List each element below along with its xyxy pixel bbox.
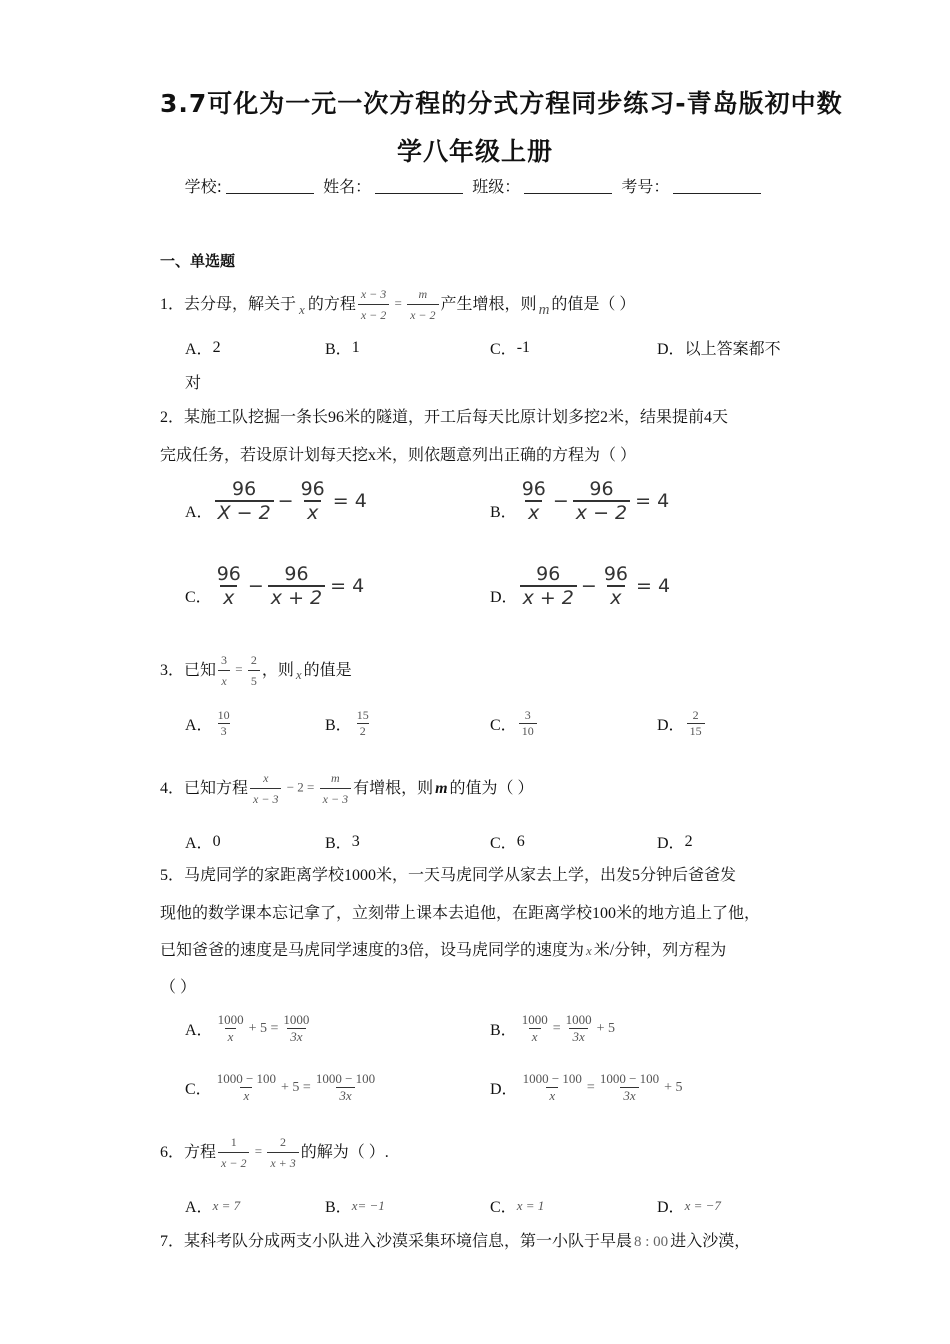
- name-label: 姓名：: [323, 177, 372, 196]
- q1-option-b[interactable]: B． 1: [325, 338, 360, 358]
- q1-text4: 的值是（ ）: [551, 295, 636, 313]
- q3-option-a[interactable]: A． $\frac{10}{3}$: [185, 708, 230, 738]
- student-info-fields: [0, 174, 950, 197]
- q3-option-d[interactable]: D． $\frac{2}{15}$: [657, 708, 707, 739]
- q1-option-a[interactable]: A． 2: [185, 338, 221, 358]
- question-5-line1: 5．马虎同学的家距离学校1000米，一天马虎同学从家去上学，出发5分钟后爸爸发: [160, 867, 737, 884]
- question-7: 7．某科考队分成两支小队进入沙漠采集环境信息，第一小队于早晨 8 : 00 进入沙漠，: [160, 1233, 751, 1250]
- question-5-line3: 已知爸爸的速度是马虎同学速度的3倍，设马虎同学的速度为 x 米/分钟，列方程为: [160, 942, 727, 959]
- q5-option-a[interactable]: A． $\frac{1000}{x}$ + 5 = $\frac{1000}{3x}$: [185, 1012, 310, 1044]
- q4-fraction-2: $\frac{m}{x - 3}$: [320, 768, 351, 809]
- section-heading: 一、单选题: [160, 252, 236, 270]
- q6-option-d[interactable]: D． x = −7: [657, 1197, 721, 1216]
- q4-option-b[interactable]: B． 3: [325, 832, 360, 852]
- question-5-line2: 现他的数学课本忘记拿了，立刻带上课本去追他，在距离学校100米的地方追上了他，: [160, 905, 761, 922]
- question-5-line4: （ ）: [160, 979, 197, 996]
- q3-option-c[interactable]: C． $\frac{3}{10}$: [490, 708, 539, 739]
- q1-var-x: x: [299, 301, 305, 317]
- q1-text2: 的方程: [307, 295, 356, 313]
- q6-fraction-1: $\frac{1}{x - 2}$: [218, 1132, 249, 1173]
- question-1: [160, 284, 635, 325]
- q4-fraction-1: $\frac{x}{x - 3}$: [250, 768, 281, 809]
- q7-time: 8 : 00: [634, 1234, 669, 1250]
- q1-equals: =: [394, 295, 402, 311]
- name-blank[interactable]: [375, 178, 463, 194]
- q2-option-d[interactable]: D． $\frac{96}{x + 2}$ − $\frac{96}{x}$ = 4: [490, 563, 671, 609]
- q2-option-c[interactable]: C． $\frac{96}{x}$ − $\frac{96}{x + 2}$ = 4: [185, 563, 365, 609]
- q6-option-a[interactable]: A． x = 7: [185, 1197, 241, 1216]
- class-blank[interactable]: [524, 178, 612, 194]
- q4-option-d[interactable]: D． 2: [657, 832, 693, 852]
- q5-option-b[interactable]: B． $\frac{1000}{x}$ = $\frac{1000}{3x}$ + 5: [490, 1012, 615, 1044]
- q5-option-d[interactable]: D． $\frac{1000 - 100}{x}$ = $\frac{1000 - 100}{3x}$ + 5: [490, 1071, 683, 1103]
- question-2-line2: 完成任务，若设原计划每天挖x米，则依题意列出正确的方程为（ ）: [160, 447, 637, 464]
- id-label: 考号：: [621, 177, 670, 196]
- q6-option-c[interactable]: C． x = 1: [490, 1197, 545, 1216]
- question-6: 6． 方程 $\frac{1}{x - 2}$ = $\frac{2}{x + 3}$ 的解为（ ）.: [160, 1132, 389, 1173]
- q1-text3: 产生增根，则: [440, 295, 537, 313]
- q5-option-c[interactable]: C． $\frac{1000 - 100}{x}$ + 5 = $\frac{1000 - 100}{3x}$: [185, 1071, 376, 1103]
- page-title-line1: 3.7可化为一元一次方程的分式方程同步练习-青岛版初中数: [160, 89, 843, 118]
- school-label: 学校:: [184, 177, 223, 196]
- page-title-line2: 学八年级上册: [396, 137, 553, 166]
- q1-text: 去分母，解关于: [184, 295, 297, 313]
- q1-var-m: m: [538, 301, 550, 318]
- question-2-line1: 2．某施工队挖掘一条长96米的隧道，开工后每天比原计划多挖2米，结果提前4天: [160, 409, 729, 426]
- question-3: 3． 已知 $\frac{3}{x}$ = $\frac{2}{5}$ ，则 x 的值是: [160, 650, 352, 691]
- q4-option-c[interactable]: C． 6: [490, 832, 525, 852]
- q1-option-c[interactable]: C． -1: [490, 338, 531, 358]
- q3-fraction-2: $\frac{2}{5}$: [248, 650, 260, 691]
- q6-fraction-2: $\frac{2}{x + 3}$: [267, 1132, 298, 1173]
- q2-option-b[interactable]: B． $\frac{96}{x}$ − $\frac{96}{x - 2}$ = 4: [490, 478, 670, 524]
- q3-option-b[interactable]: B． $\frac{15}{2}$: [325, 708, 369, 738]
- question-4: 4． 已知方程 $\frac{x}{x - 3}$ − 2 = $\frac{m}{x - 3}$ 有增根，则 m 的值为（ ）: [160, 768, 534, 809]
- q1-fraction-1: $\frac{x - 3}{x - 2}$: [358, 284, 389, 325]
- q1-number: 1．: [160, 295, 185, 313]
- q6-option-b[interactable]: B． x= −1: [325, 1197, 385, 1216]
- q1-fraction-2: $\frac{m}{x - 2}$: [407, 284, 438, 325]
- school-blank[interactable]: [226, 178, 314, 194]
- q4-option-a[interactable]: A． 0: [185, 832, 221, 852]
- id-blank[interactable]: [673, 178, 761, 194]
- q3-fraction-1: $\frac{3}{x}$: [218, 650, 230, 691]
- q1-option-d[interactable]: D． 以上答案都不: [657, 341, 781, 358]
- q1-option-d-wrap: 对: [185, 375, 202, 392]
- class-label: 班级：: [472, 177, 521, 196]
- q2-option-a[interactable]: A． $\frac{96}{X - 2}$ − $\frac{96}{x}$ = 4: [185, 478, 367, 524]
